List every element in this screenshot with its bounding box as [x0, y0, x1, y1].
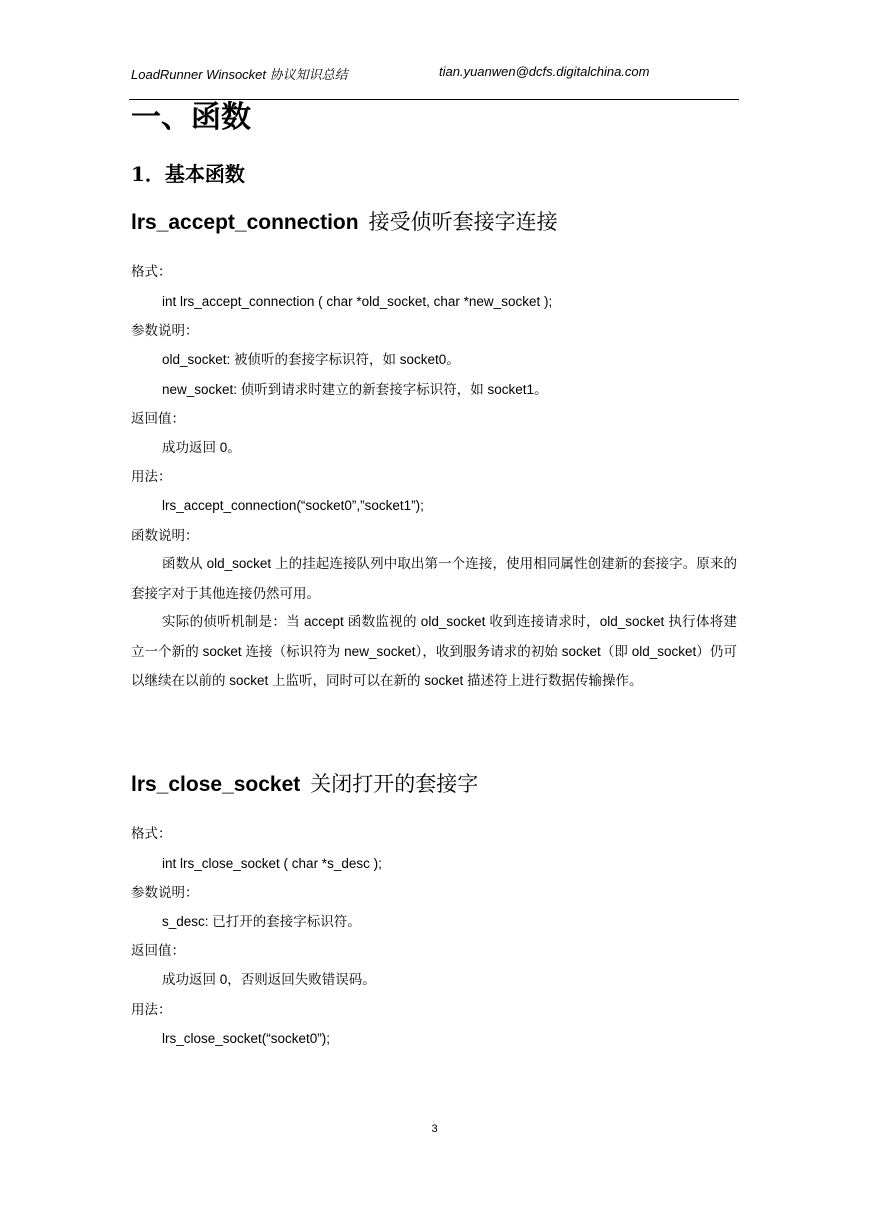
header-email: tian.yuanwen@dcfs.digitalchina.com: [439, 64, 650, 79]
return-value: 成功返回 0。: [162, 440, 241, 455]
explain-paragraph: 实际的侦听机制是：当 accept 函数监视的 old_socket 收到连接请求时，old_socket 执行体将建立一个新的 socket 连接（标识符为 new_socket），收到服务请求的初始 socket（即 old_socket）仍可以继续在以前的 socket 上监听，同时可以在新的 socket 描述符上进行数据传输操作。: [131, 614, 737, 688]
usage-example: lrs_accept_connection(“socket0”,”socket1”);: [162, 498, 424, 513]
page-header: [131, 64, 650, 83]
usage-example: lrs_close_socket(“socket0”);: [162, 1031, 331, 1046]
function-heading-close: [131, 769, 478, 800]
explain-paragraph: 函数从 old_socket 上的挂起连接队列中取出第一个连接，使用相同属性创建新的套接字。原来的套接字对于其他连接仍然可用。: [131, 556, 737, 601]
usage-label: 用法：: [131, 1002, 172, 1018]
format-label: 格式：: [131, 264, 172, 280]
function-name: lrs_close_socket: [131, 773, 301, 796]
function-desc: 关闭打开的套接字: [310, 772, 479, 796]
return-value: 成功返回 0，否则返回失败错误码。: [162, 972, 376, 987]
usage-label: 用法：: [131, 469, 172, 485]
format-signature: int lrs_close_socket ( char *s_desc );: [162, 856, 382, 871]
param-item: old_socket: 被侦听的套接字标识符，如 socket0。: [162, 352, 460, 367]
param-item: s_desc: 已打开的套接字标识符。: [162, 914, 361, 929]
format-signature: int lrs_accept_connection ( char *old_socket, char *new_socket );: [162, 294, 553, 309]
page-number: 3: [431, 1123, 438, 1135]
format-label: 格式：: [131, 826, 172, 842]
params-label: 参数说明：: [131, 885, 199, 901]
chapter-title: 一、函数: [131, 100, 251, 135]
explain-label: 函数说明：: [131, 528, 199, 544]
function-heading-accept: [131, 207, 558, 238]
return-label: 返回值：: [131, 943, 185, 959]
return-label: 返回值：: [131, 411, 185, 427]
header-title: LoadRunner Winsocket 协议知识总结: [131, 67, 348, 82]
param-item: new_socket: 侦听到请求时建立的新套接字标识符，如 socket1。: [162, 382, 548, 397]
section-title: 1．基本函数: [131, 162, 245, 186]
function-desc: 接受侦听套接字连接: [368, 210, 558, 234]
params-label: 参数说明：: [131, 323, 199, 339]
function-name: lrs_accept_connection: [131, 211, 359, 234]
